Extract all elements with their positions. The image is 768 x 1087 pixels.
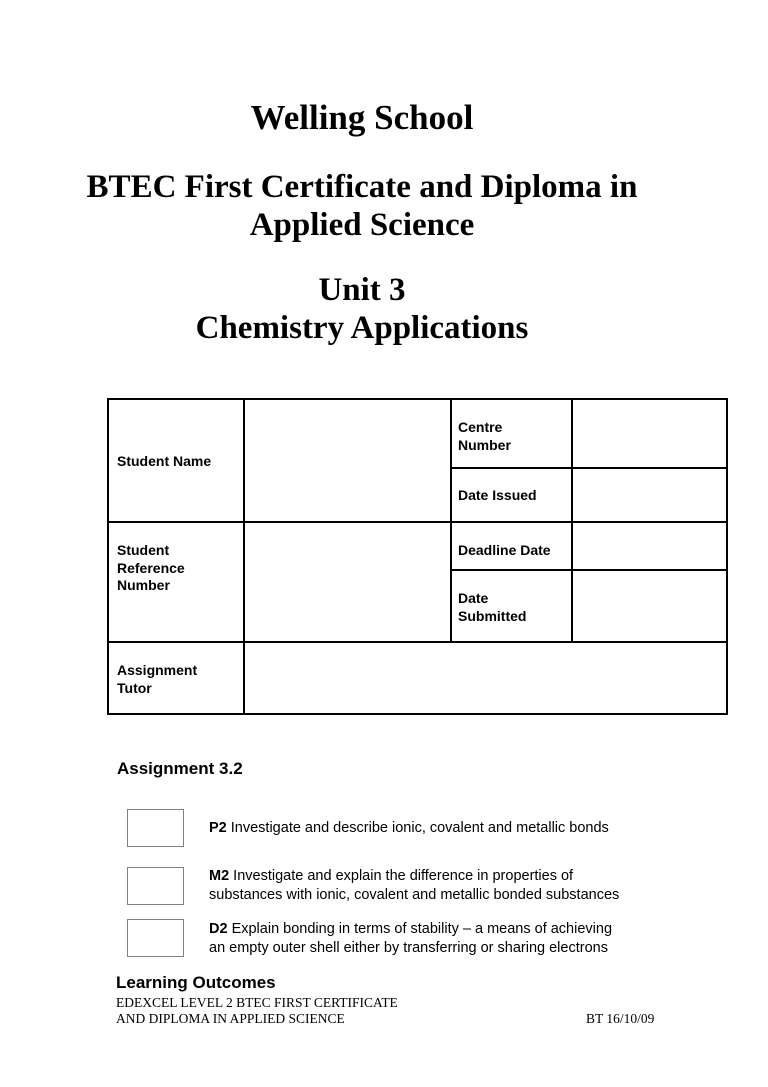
criterion-text: Investigate and describe ionic, covalent and metallic bonds <box>226 820 609 836</box>
criterion-p2 <box>209 819 669 838</box>
criterion-code: D2 <box>209 921 228 937</box>
table-divider <box>450 398 452 643</box>
deadline-date-field[interactable] <box>573 523 726 569</box>
course-title <box>60 168 664 244</box>
student-name-label: Student Name <box>117 453 212 469</box>
student-name-field[interactable] <box>245 400 450 521</box>
criterion-code: M2 <box>209 868 230 884</box>
date-submitted-label: Date Submitted <box>458 590 527 624</box>
date-submitted-field[interactable] <box>573 571 726 641</box>
criterion-d2-checkbox[interactable] <box>127 919 184 957</box>
assignment-title: Assignment 3.2 <box>117 759 243 778</box>
student-reference-label: Student Reference Number <box>117 542 185 593</box>
criterion-text-cont: substances with ionic, covalent and metallic bonded substances <box>209 887 620 903</box>
date-issued-label: Date Issued <box>458 487 537 503</box>
assignment-tutor-field[interactable] <box>245 643 726 713</box>
date-issued-field[interactable] <box>573 469 726 521</box>
table-border-right <box>726 398 728 715</box>
criterion-d2 <box>209 920 669 958</box>
footer-reference: BT 16/10/09 <box>586 1011 655 1026</box>
assignment-tutor-label: Assignment Tutor <box>117 662 198 696</box>
unit-number: Unit 3 <box>318 272 406 308</box>
course-title-line-1: BTEC First Certificate and Diploma in <box>86 169 638 205</box>
criterion-text: Explain bonding in terms of stability – a means of achieving <box>227 921 613 937</box>
school-name: Welling School <box>250 98 474 137</box>
criterion-code: P2 <box>209 820 227 836</box>
footer-qualification: EDEXCEL LEVEL 2 BTEC FIRST CERTIFICATE AND DIPLOMA IN APPLIED SCIENCE <box>116 995 398 1026</box>
deadline-date-label: Deadline Date <box>458 542 551 558</box>
unit-name: Chemistry Applications <box>195 310 529 346</box>
table-border-left <box>107 398 109 715</box>
table-border-bottom <box>107 713 728 715</box>
criterion-text-cont: an empty outer shell either by transferring or sharing electrons <box>209 940 608 956</box>
criterion-m2 <box>209 867 669 905</box>
centre-number-label: Centre Number <box>458 419 511 453</box>
criterion-text: Investigate and explain the difference in properties of <box>229 868 574 884</box>
student-reference-field[interactable] <box>245 523 450 641</box>
course-title-line-2: Applied Science <box>249 207 475 243</box>
criterion-m2-checkbox[interactable] <box>127 867 184 905</box>
centre-number-field[interactable] <box>573 400 726 467</box>
learning-outcomes-title: Learning Outcomes <box>116 973 276 992</box>
criterion-p2-checkbox[interactable] <box>127 809 184 847</box>
